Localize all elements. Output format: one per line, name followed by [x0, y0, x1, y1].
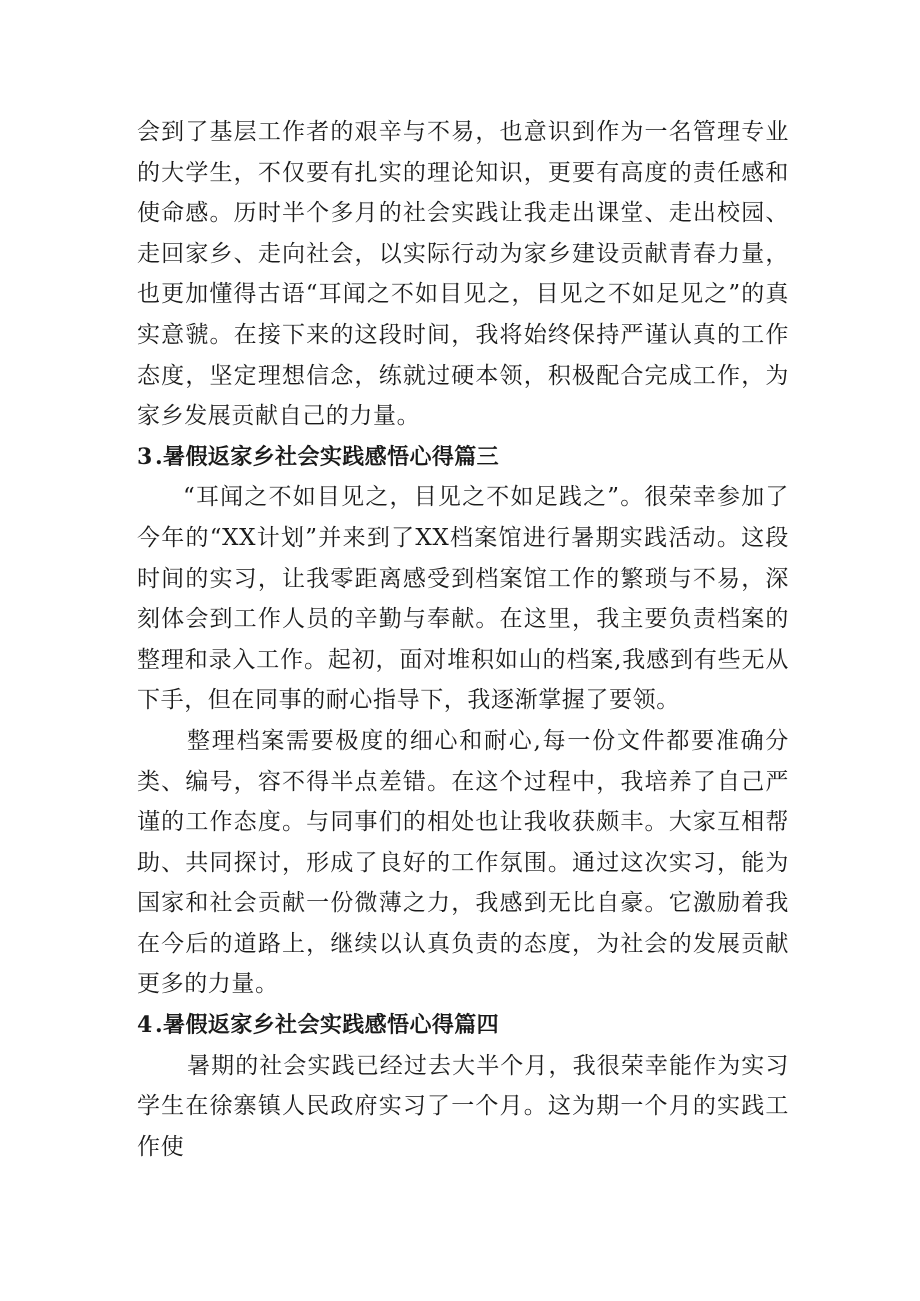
section-heading-4	[137, 1005, 789, 1046]
document-page	[137, 112, 789, 1167]
section-number: 4	[137, 1012, 153, 1039]
paragraph-section-4-intro: 暑期的社会实践已经过去大半个月，我很荣幸能作为实习学生在徐寨镇人民政府实习了一个月。这为期一个月的实践工作使	[137, 1052, 789, 1160]
section-title: .暑假返家乡社会实践感悟心得篇四	[155, 1012, 500, 1039]
paragraph-section-3-intro: “耳闻之不如目见之，目见之不如足践之”。很荣幸参加了今年的“XX计划”并来到了XX档案馆进行暑期实践活动。这段时间的实习，让我零距离感受到档案馆工作的繁琐与不易，深刻体会到工作人员的辛勤与奉献。在这里，我主要负责档案的整理和录入工作。起初，面对堆积如山的档案,我感到有些无从下手，但在同事的耐心指导下，我逐渐掌握了要领。	[137, 484, 789, 714]
section-title: .暑假返家乡社会实践感悟心得篇三	[155, 443, 500, 470]
paragraph-continuation: 会到了基层工作者的艰辛与不易，也意识到作为一名管理专业的大学生，不仅要有扎实的理论知识，更要有高度的责任感和使命感。历时半个多月的社会实践让我走出课堂、走出校园、走回家乡、走向社会，以实际行动为家乡建设贡献青春力量，也更加懂得古语“耳闻之不如目见之，目见之不如足见之”的真实意虢。在接下来的这段时间，我将始终保持严谨认真的工作态度，坚定理想信念，练就过硬本领，积极配合完成工作，为家乡发展贡献自己的力量。	[137, 119, 789, 430]
section-heading-3	[137, 437, 789, 478]
paragraph-section-3-body: 整理档案需要极度的细心和耐心,每一份文件都要准确分类、编号，容不得半点差错。在这个过程中，我培养了自己严谨的工作态度。与同事们的相处也让我收获颇丰。大家互相帮助、共同探讨，形成了良好的工作氛围。通过这次实习，能为国家和社会贡献一份微薄之力，我感到无比自豪。它激励着我在今后的道路上，继续以认真负责的态度，为社会的发展贡献更多的力量。	[137, 727, 789, 998]
section-number: 3	[137, 443, 153, 470]
